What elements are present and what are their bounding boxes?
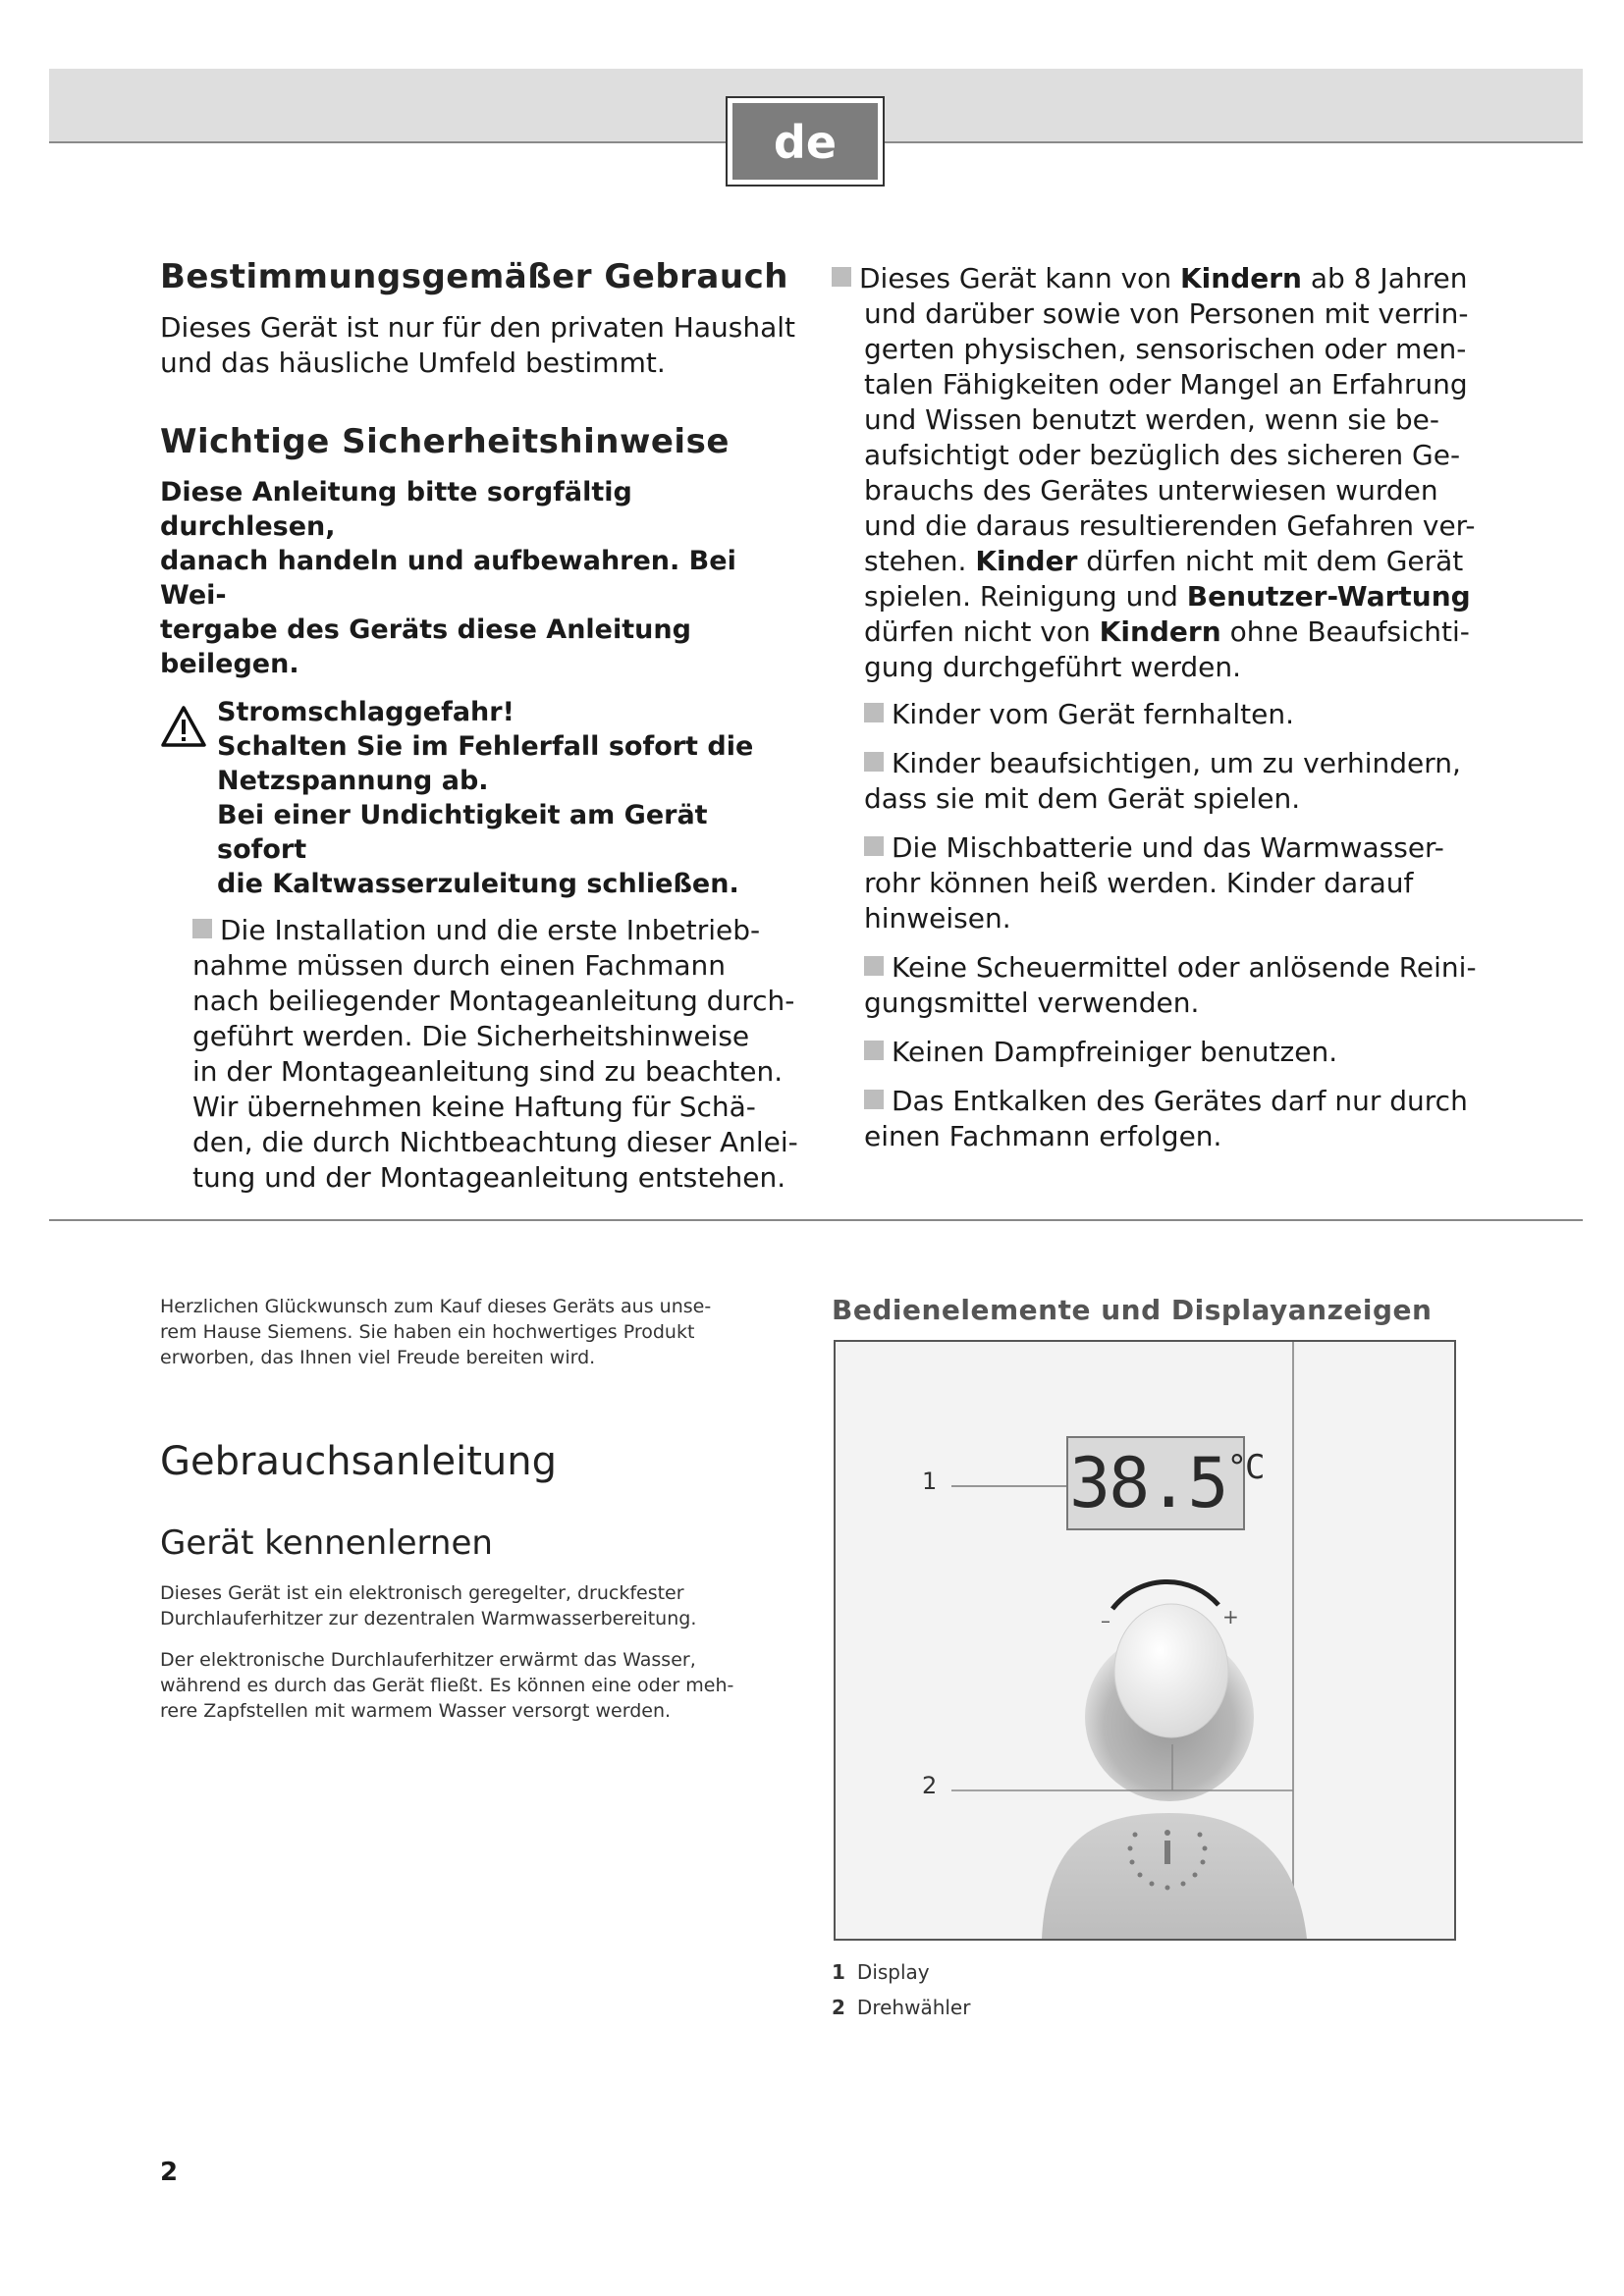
text-line: stehen. Kinder dürfen nicht mit dem Gerät (864, 545, 1464, 577)
section-divider (49, 1219, 1583, 1221)
text-line: Dieses Gerät ist nur für den privaten Haushalt (160, 311, 796, 344)
text-line: in der Montageanleitung sind zu beachten. (192, 1055, 784, 1088)
text-line: talen Fähigkeiten oder Mangel an Erfahrung (864, 368, 1468, 400)
bullet-square-icon (864, 703, 884, 722)
intro-text (160, 1294, 798, 1370)
electric-shock-warning (160, 695, 798, 901)
callout-2: 2 (922, 1772, 938, 1799)
bullet-square-icon (864, 836, 884, 856)
text-line: die Kaltwasserzuleitung schließen. (217, 869, 739, 899)
text-line: und die daraus resultierenden Gefahren ver- (864, 509, 1476, 542)
page-number: 2 (160, 2158, 179, 2187)
intended-use-heading: Bestimmungsgemäßer Gebrauch (160, 257, 788, 296)
temperature-display (1069, 1439, 1264, 1527)
bullet-square-icon (864, 956, 884, 976)
text-line: einen Fachmann erfolgen. (864, 1120, 1222, 1152)
language-code: de (732, 103, 878, 180)
installation-bullet (160, 913, 798, 1196)
text-line: danach handeln und aufbewahren. Bei Wei- (160, 546, 736, 611)
figure-legend (832, 1954, 1323, 2025)
text-line: gerten physischen, sensorischen oder men- (864, 333, 1467, 365)
no-abrasives-bullet: Keine Scheuermittel oder anlösende Reini- gungsmittel verwenden. (832, 950, 1499, 1021)
text-line: hinweisen. (864, 902, 1011, 934)
text-line: Wir übernehmen keine Haftung für Schä- (192, 1091, 756, 1123)
text-line: nach beiliegender Montageanleitung durch- (192, 985, 795, 1017)
children-bullet: Dieses Gerät kann von Kindern ab 8 Jahren und darüber sowie von Personen mit verrin- gerten physischen, sensorischen oder men- talen Fähigkeiten oder Mangel an Erfahrung und Wissen benutzt werden, wenn sie be- aufsichtigt oder bezüglich des sicheren Ge- brauchs des Gerätes unterwiesen wurden und die daraus resultierenden Gefahren ver- stehen. Kinder dürfen nicht mit dem Gerät spielen. Reinigung und Benutzer-Wartung dürfen nicht von Kindern ohne Beaufsichti- gung durchgeführt werden. (832, 261, 1499, 685)
text-line: und das häusliche Umfeld bestimmt. (160, 347, 666, 379)
text-line: tung und der Montageanleitung entstehen. (192, 1161, 786, 1194)
left-bottom-column (160, 1294, 798, 1724)
left-top-column (160, 257, 798, 1196)
text-line: rem Hause Siemens. Sie haben ein hochwertiges Produkt (160, 1321, 695, 1343)
text-line: Netzspannung ab. (217, 766, 489, 796)
bullet-square-icon (832, 267, 851, 287)
text-line: während es durch das Gerät fließt. Es können eine oder meh- (160, 1675, 734, 1696)
text-line: erworben, das Ihnen viel Freude bereiten wird. (160, 1347, 596, 1368)
text-line: Diese Anleitung bitte sorgfältig durchlesen, (160, 477, 632, 542)
text-line: geführt werden. Die Sicherheitshinweise (192, 1020, 750, 1052)
legend-item: 1 Display (832, 1960, 930, 1984)
text-line: rere Zapfstellen mit warmem Wasser versorgt werden. (160, 1700, 672, 1722)
text-line: Stromschlaggefahr! (217, 697, 514, 727)
language-badge (726, 96, 885, 187)
temperature-unit: °C (1226, 1448, 1264, 1487)
supervise-children-bullet: Kinder beaufsichtigen, um zu verhindern, dass sie mit dem Gerät spielen. (832, 746, 1499, 817)
text-line: dürfen nicht von Kindern ohne Beaufsichti- (864, 615, 1470, 648)
bullet-square-icon (864, 1090, 884, 1109)
device-description (160, 1580, 798, 1631)
text-line: gungsmittel verwenden. (864, 987, 1200, 1019)
get-to-know-heading: Gerät kennenlernen (160, 1523, 493, 1563)
text-line: Der elektronische Durchlauferhitzer erwärmt das Wasser, (160, 1649, 696, 1671)
heater-description (160, 1647, 798, 1724)
text-line: und Wissen benutzt werden, wenn sie be- (864, 403, 1439, 436)
text-line: tergabe des Geräts diese Anleitung beilegen. (160, 614, 691, 679)
text-line: Herzlichen Glückwunsch zum Kauf dieses Geräts aus unse- (160, 1296, 712, 1317)
text-line: aufsichtigt oder bezüglich des sicheren Ge- (864, 439, 1461, 471)
keep-children-away-bullet: Kinder vom Gerät fernhalten. (832, 697, 1499, 732)
text-line: brauchs des Gerätes unterwiesen wurden (864, 474, 1438, 507)
text-line: gung durchgeführt werden. (864, 651, 1242, 683)
temperature-value: 38.5 (1069, 1443, 1227, 1523)
minus-label: – (1101, 1609, 1110, 1632)
text-line: Bei einer Undichtigkeit am Gerät sofort (217, 800, 708, 865)
text-line: rohr können heiß werden. Kinder darauf (864, 867, 1414, 899)
right-top-column (832, 261, 1499, 1154)
descaling-bullet: Das Entkalken des Gerätes darf nur durch einen Fachmann erfolgen. (832, 1084, 1499, 1154)
text-line: spielen. Reinigung und Benutzer-Wartung (864, 580, 1471, 613)
text-line: Durchlauferhitzer zur dezentralen Warmwasserbereitung. (160, 1608, 697, 1629)
bullet-square-icon (864, 752, 884, 772)
callout-1: 1 (922, 1468, 938, 1495)
hot-pipe-bullet: Die Mischbatterie und das Warmwasser- rohr können heiß werden. Kinder darauf hinweisen. (832, 830, 1499, 936)
safety-heading: Wichtige Sicherheitshinweise (160, 422, 730, 461)
no-steam-cleaner-bullet: Keinen Dampfreiniger benutzen. (832, 1035, 1499, 1070)
device-drawing (836, 1342, 1454, 1939)
text-line: Die Installation und die erste Inbetrieb- (220, 914, 761, 946)
bullet-square-icon (864, 1041, 884, 1060)
controls-caption: Bedienelemente und Displayanzeigen (832, 1294, 1433, 1326)
text-line: den, die durch Nichtbeachtung dieser Anlei- (192, 1126, 798, 1158)
device-illustration (834, 1340, 1456, 1941)
plus-label: + (1222, 1605, 1239, 1629)
text-line: dass sie mit dem Gerät spielen. (864, 782, 1301, 815)
bullet-square-icon (192, 919, 212, 938)
warning-triangle-icon (160, 705, 207, 748)
right-bottom-column (832, 1294, 1519, 1326)
intended-use-text (160, 310, 798, 381)
text-line: nahme müssen durch einen Fachmann (192, 949, 726, 982)
legend-item: 2 Drehwähler (832, 1996, 971, 2019)
text-line: Dieses Gerät ist ein elektronisch geregelter, druckfester (160, 1582, 684, 1604)
text-line: und darüber sowie von Personen mit verrin- (864, 297, 1469, 330)
text-line: Schalten Sie im Fehlerfall sofort die (217, 731, 754, 762)
safety-bold-text (160, 475, 798, 681)
instructions-title: Gebrauchsanleitung (160, 1439, 557, 1484)
